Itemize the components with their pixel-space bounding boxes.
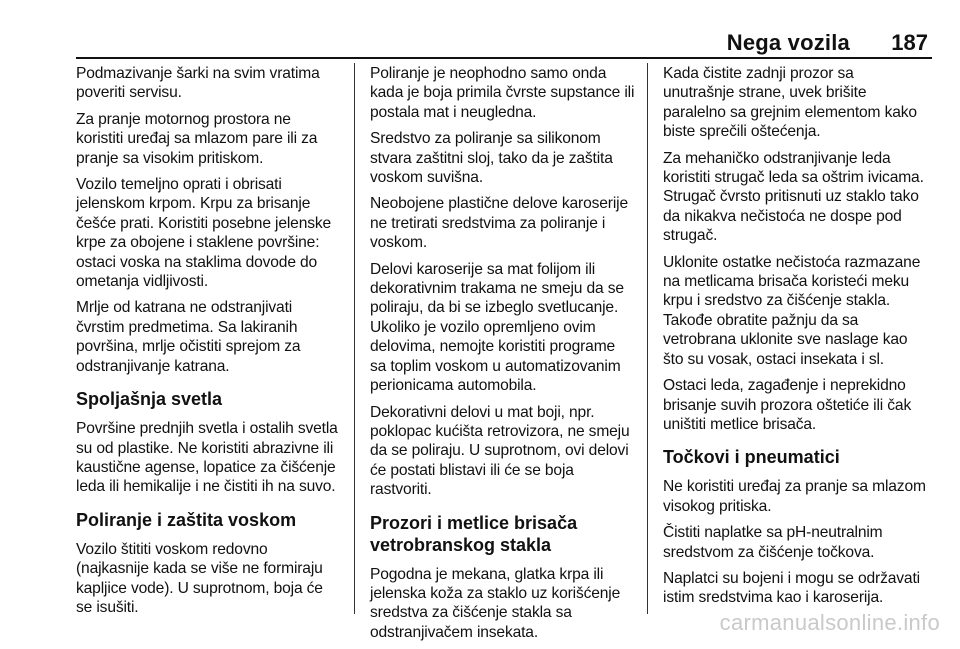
paragraph: Uklonite ostatke nečistoća razmazane na metlicama brisača koristeći meku krpu i sredstvo za čišćenje stakla. Takođe obratite pažnju da sa vetrobrana uklonite sve naslage kao što su vosak, ostaci insekata i sl. xyxy=(663,253,921,368)
paragraph: Pogodna je mekana, glatka krpa ili jelenska koža za staklo uz korišćenje sredstva za čišćenje stakla sa odstranjivačem insekata. xyxy=(370,565,621,641)
paragraph: Ne koristiti uređaj za pranje sa mlazom visokog pritiska. xyxy=(663,478,926,515)
section-heading: Spoljašnja svetla xyxy=(76,389,223,410)
paragraph: Kada čistite zadnji prozor sa unutrašnje strane, uvek brišite paralelno sa grejnim elementom kako biste sprečili oštećenja. xyxy=(663,65,917,141)
page-header xyxy=(0,0,960,58)
paragraph: Sredstvo za poliranje sa silikonom stvara zaštitni sloj, tako da je zaštita voskom suvišna. xyxy=(370,130,613,187)
paragraph: Neobojene plastične delove karoserije ne tretirati sredstvima za poliranje i voskom. xyxy=(370,195,628,252)
paragraph: Delovi karoserije sa mat folijom ili dekorativnim trakama ne smeju da se poliraju, da bi se izbeglo svetlucanje. Ukoliko je vozilo opremljeno ovim delovima, nemojte koristiti programe sa toplim voskom u automatizovanim perionicama automobila. xyxy=(370,260,624,395)
paragraph: Naplatci su bojeni i mogu se održavati istim sredstvima kao i karoserija. xyxy=(663,569,920,607)
paragraph: Podmazivanje šarki na svim vratima poveriti servisu. xyxy=(76,65,320,102)
column-divider xyxy=(354,63,355,614)
paragraph: Za mehaničko odstranjivanje leda koristiti strugač leda sa oštrim ivicama. Strugač čvrsto pritisnuti uz staklo tako da nikakva nečistoća ne dospe pod strugač. xyxy=(663,149,924,245)
paragraph: Poliranje je neophodno samo onda kada je boja primila čvrste supstance ili postala mat i neugledna. xyxy=(370,65,635,121)
paragraph: Mrlje od katrana ne odstranjivati čvrstim predmetima. Sa lakiranih površina, mrlje očistiti sprejom za odstranjivanje katrana. xyxy=(76,299,301,375)
paragraph: Čistiti naplatke sa pH-neutralnim sredstvom za čišćenje točkova. xyxy=(663,524,883,561)
header-divider xyxy=(76,57,932,59)
watermark: carmanualsonline.info xyxy=(719,610,940,635)
text-column-3 xyxy=(663,64,928,615)
paragraph: Površine prednjih svetla i ostalih svetla su od plastike. Ne koristiti abrazivne ili kaustične agense, lopatice za čišćenje leda ili hemikalije i ne čistiti ih na suvo. xyxy=(76,420,338,496)
section-heading: Prozori i metlice brisača vetrobranskog stakla xyxy=(370,512,578,555)
section-title: Nega vozila xyxy=(726,30,850,55)
paragraph: Ostaci leda, zagađenje i neprekidno brisanje suvih prozora oštetiće ili čak uništiti metlice brisača. xyxy=(663,377,912,433)
section-heading: Poliranje i zaštita voskom xyxy=(76,509,297,530)
paragraph: Za pranje motornog prostora ne koristiti uređaj sa mlazom pare ili za pranje sa visokim pritiskom. xyxy=(76,110,318,167)
paragraph: Vozilo štititi voskom redovno (najkasnije kada se više ne formiraju kapljice vode). U suprotnom, boja će se isušiti. xyxy=(76,540,323,616)
page-number: 187 xyxy=(891,30,928,55)
text-column-1 xyxy=(76,64,341,624)
paragraph: Vozilo temeljno oprati i obrisati jelenskom krpom. Krpu za brisanje češće prati. Koristiti posebne jelenske krpe za obojene i staklene površine: ostaci voska na staklima dovode do ometanja vidljivosti. xyxy=(76,176,332,291)
paragraph: Dekorativni delovi u mat boji, npr. poklopac kućišta retrovizora, ne smeju da se poliraju. U suprotnom, ovi delovi će postati blistavi ili će se boja rastvoriti. xyxy=(370,403,630,499)
text-column-2 xyxy=(370,64,635,649)
section-heading: Točkovi i pneumatici xyxy=(663,447,840,468)
column-divider xyxy=(647,63,648,614)
